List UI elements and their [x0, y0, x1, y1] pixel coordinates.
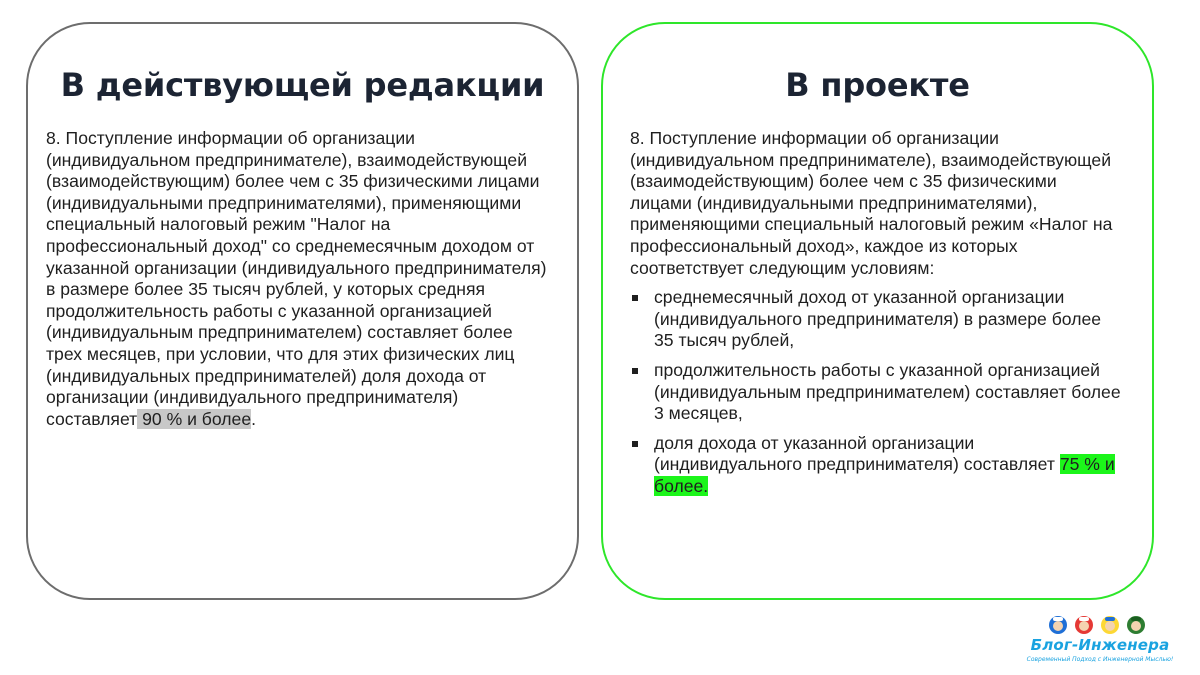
- blog-logo: [1022, 614, 1178, 666]
- current-edition-card: [26, 22, 579, 600]
- current-edition-paragraph: 8. Поступление информации об организации (индивидуальном предпринимателе), взаимодействующей (взаимодействующим) более чем с 35 физическими лицами (индивидуальными предпринимателями), применяющими специальный налоговый режим "Налог на профессиональный доход" со среднемесячным доходом от указанной организации (индивидуального предпринимателя) в размере более 35 тысяч рублей, у которых средняя продолжительность работы с указанной организацией (индивидуальным предпринимателем) составляет более трех месяцев, при условии, что для этих физических лиц (индивидуальных предпринимателей) доля дохода от организации (индивидуального предпринимателя) составляет: [46, 128, 547, 429]
- draft-card: [601, 22, 1154, 600]
- list-item: [630, 287, 1122, 352]
- current-edition-title: В действующей редакции: [60, 66, 545, 104]
- current-edition-text: [46, 128, 547, 430]
- logo-brand: Блог-Инженера: [1030, 636, 1170, 654]
- list-item: [630, 433, 1122, 498]
- draft-conditions-list: [630, 287, 1122, 497]
- draft-intro: 8. Поступление информации об организации (индивидуальном предпринимателе), взаимодействующей (взаимодействующим) более чем с 35 физическими лицами (индивидуальными предпринимателями), применяющими специальный налоговый режим «Налог на профессиональный доход», каждое из которых соответствует следующим условиям:: [630, 128, 1113, 278]
- logo-tagline: Современный Подход с Инженерной Мыслью!: [1026, 656, 1174, 663]
- current-edition-paragraph-end: .: [251, 408, 257, 429]
- condition-text: среднемесячный доход от указанной организации (индивидуального предпринимателя) в размере более 35 тысяч рублей,: [654, 287, 1102, 351]
- draft-title: В проекте: [785, 66, 970, 104]
- current-edition-highlight: 90 % и более: [137, 408, 252, 429]
- condition-text: продолжительность работы с указанной организацией (индивидуальным предпринимателем) составляет более 3 месяцев,: [654, 359, 1121, 424]
- list-item: [630, 360, 1122, 425]
- draft-text: [630, 128, 1122, 506]
- draft-highlight: 75 % и более.: [654, 454, 1115, 496]
- square-bullet-icon: [632, 368, 638, 374]
- engineer-faces-icon: [1048, 614, 1158, 636]
- square-bullet-icon: [632, 295, 638, 301]
- logo-faces: [1048, 614, 1158, 636]
- square-bullet-icon: [632, 441, 638, 447]
- condition-text: доля дохода от указанной организации (индивидуального предпринимателя) составляет: [654, 432, 1060, 475]
